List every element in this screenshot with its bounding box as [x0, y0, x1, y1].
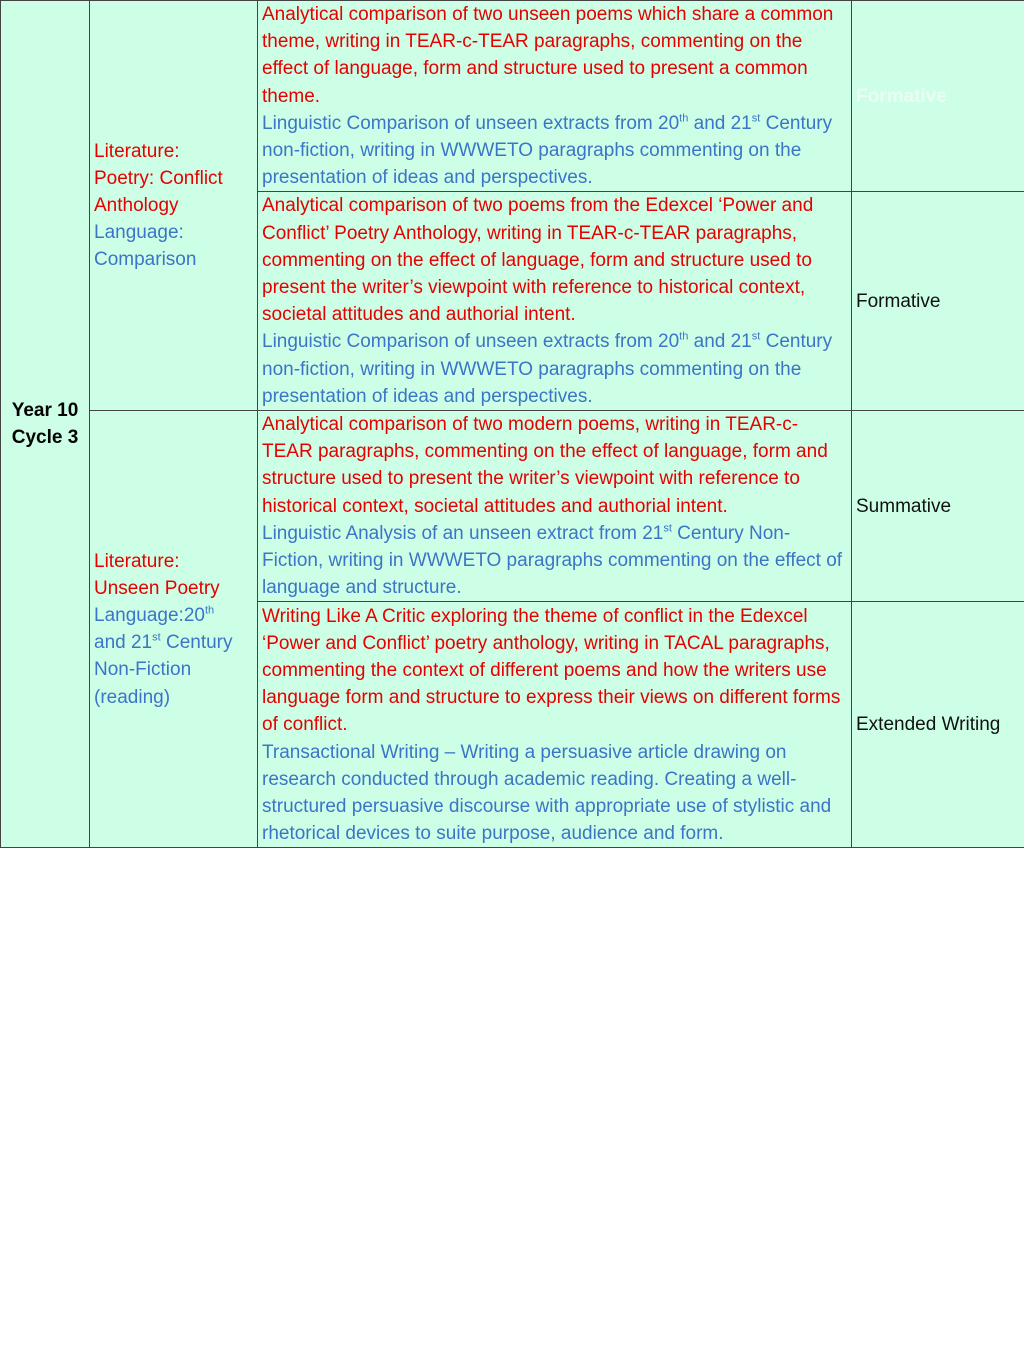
- literature-heading: Literature:: [94, 550, 180, 572]
- assessment-description: [258, 1, 852, 192]
- language-topic: and 21st Century: [94, 631, 233, 654]
- unit-topic: [90, 411, 258, 848]
- table-row: [1, 411, 1024, 602]
- assessment-description: [258, 602, 852, 848]
- literature-task: Analytical comparison of two poems from the Edexcel ‘Power and Conflict’ Poetry Anthology, writing in TEAR-c-TEAR paragraphs, commenting on the effect of language, form and structure used to present the writer’s viewpoint with reference to historical context, societal attitudes and authorial intent.: [262, 195, 814, 326]
- language-topic: (reading): [94, 686, 171, 708]
- language-task: Transactional Writing – Writing a persuasive article drawing on research conducted through academic reading. Creating a well-structured persuasive discourse with appropriate use of stylistic and rhetorical devices to suite purpose, audience and form.: [262, 741, 832, 845]
- language-topic: Comparison: [94, 249, 197, 271]
- assessment-type: Extended Writing: [852, 602, 1024, 848]
- language-heading: Language:: [94, 222, 184, 244]
- literature-topic: Poetry: Conflict: [94, 167, 223, 189]
- literature-topic: Anthology: [94, 194, 179, 216]
- literature-task: Analytical comparison of two modern poems, writing in TEAR-c-TEAR paragraphs, commenting on the effect of language, form and structure used to present the writer’s viewpoint with reference to historical context, societal attitudes and authorial intent.: [262, 414, 828, 517]
- assessment-type: Formative: [852, 1, 1024, 192]
- language-task: Linguistic Comparison of unseen extracts from 20th and 21st Century non-fiction, writing in WWWETO paragraphs commenting on the presentation of ideas and perspectives.: [262, 331, 833, 407]
- assessment-type: Summative: [852, 411, 1024, 602]
- assessment-description: [258, 192, 852, 411]
- literature-topic: Unseen Poetry: [94, 577, 220, 599]
- table-row: [1, 1, 1024, 192]
- cycle-label: [1, 1, 90, 848]
- assessment-description: [258, 411, 852, 602]
- cycle-number: Cycle 3: [11, 427, 79, 449]
- language-task: Linguistic Analysis of an unseen extract from 21st Century Non-Fiction, writing in WWWETO paragraphs commenting on the effect of language and structure.: [262, 522, 843, 599]
- year-label: Year 10: [11, 400, 79, 422]
- unit-topic: [90, 1, 258, 411]
- language-topic: Non-Fiction: [94, 659, 192, 681]
- language-task: Linguistic Comparison of unseen extracts from 20th and 21st Century non-fiction, writing in WWWETO paragraphs commenting on the presentation of ideas and perspectives.: [262, 112, 833, 189]
- literature-task: Writing Like A Critic exploring the theme of conflict in the Edexcel ‘Power and Conflict’ poetry anthology, writing in TACAL paragraphs, commenting the context of different poems and how the writers use language form and structure to express their views on different forms of conflict.: [262, 605, 841, 736]
- language-heading: Language:20th: [94, 604, 215, 627]
- assessment-type: Formative: [852, 192, 1024, 411]
- literature-heading: Literature:: [94, 140, 180, 162]
- literature-task: Analytical comparison of two unseen poems which share a common theme, writing in TEAR-c-TEAR paragraphs, commenting on the effect of language, form and structure used to present a common theme.: [262, 4, 834, 107]
